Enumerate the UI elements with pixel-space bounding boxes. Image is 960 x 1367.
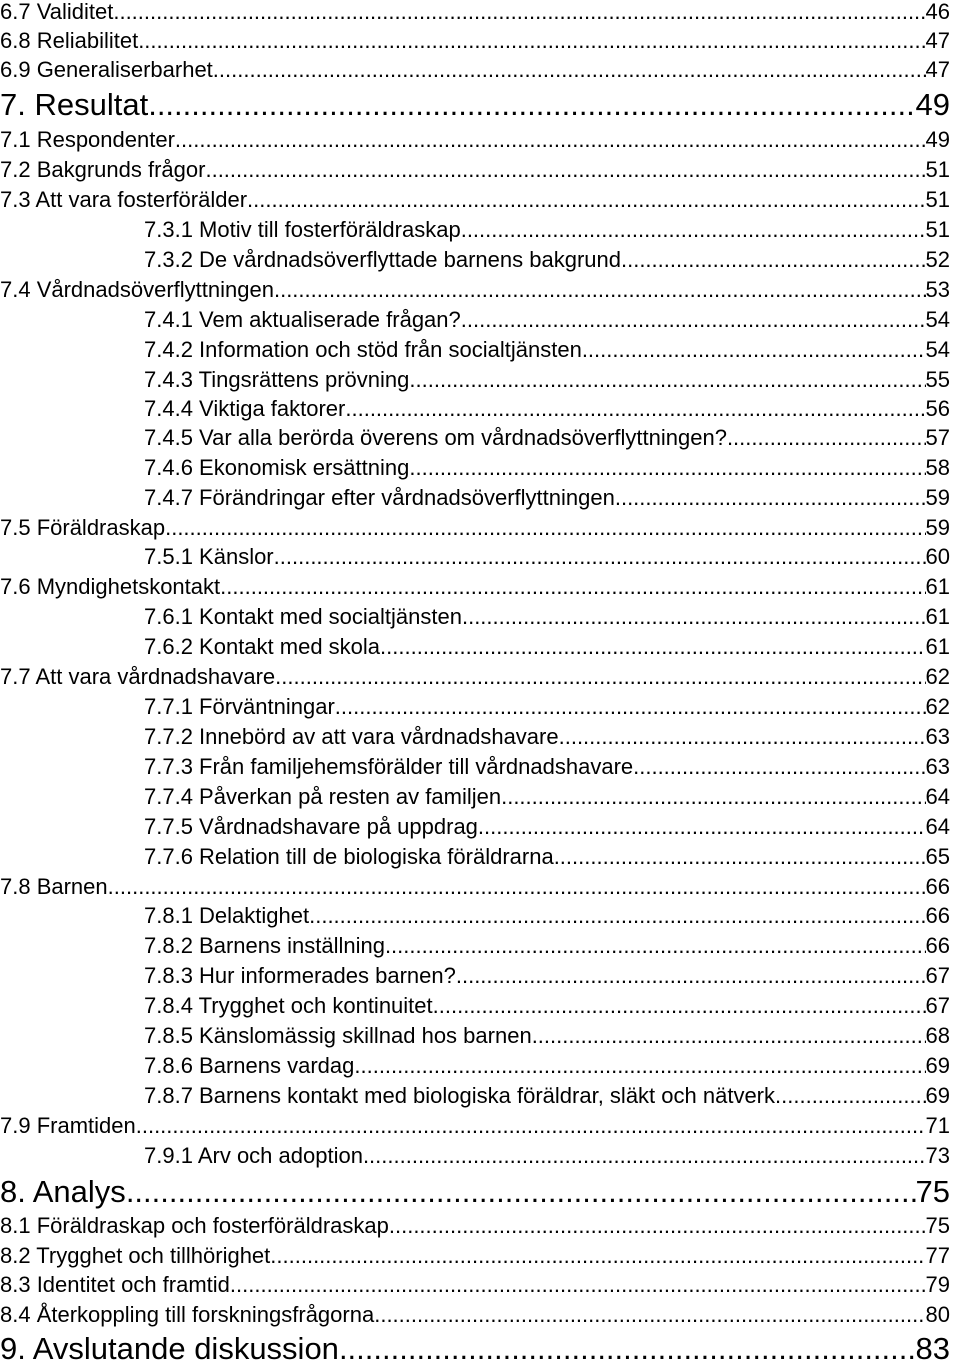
toc-page-number: 61 (925, 634, 950, 659)
toc-dot-leader (389, 1212, 926, 1240)
toc-dot-leader (409, 454, 925, 482)
toc-page-number: 73 (925, 1143, 950, 1168)
toc-dot-leader (633, 753, 925, 781)
toc-entry-title: 7.8.5 Känslomässig skillnad hos barnen (144, 1023, 532, 1048)
toc-entry-title: 7.5 Föräldraskap (0, 515, 166, 540)
toc-entry[interactable] (0, 1271, 950, 1299)
toc-page-number: 67 (925, 993, 950, 1018)
toc-page-number: 83 (915, 1331, 950, 1366)
toc-page-number: 75 (925, 1213, 950, 1238)
toc-entry-title: 8.3 Identitet och framtid (0, 1272, 230, 1297)
toc-entry-title: 7.7.1 Förväntningar (144, 694, 335, 719)
toc-dot-leader (621, 246, 926, 274)
toc-entry[interactable] (0, 484, 950, 512)
toc-entry-title: 7.6 Myndighetskontakt (0, 574, 221, 599)
toc-page-number: 49 (915, 87, 950, 122)
toc-entry[interactable] (0, 1142, 950, 1170)
toc-page-number: 51 (925, 157, 950, 182)
toc-page-number: 59 (925, 515, 950, 540)
toc-entry-title: 7.4.6 Ekonomisk ersättning (144, 455, 410, 480)
toc-dot-leader (582, 336, 926, 364)
toc-entry[interactable] (0, 1112, 950, 1140)
toc-page-number: 77 (925, 1243, 950, 1268)
toc-page-number: 80 (925, 1302, 950, 1327)
toc-entry-title: 7.4.1 Vem aktualiserade frågan? (144, 307, 461, 332)
toc-dot-leader (205, 156, 925, 184)
toc-page-number: 66 (925, 903, 950, 928)
toc-page-number: 64 (925, 784, 950, 809)
toc-chapter-entry[interactable] (0, 87, 950, 123)
toc-dot-leader (461, 306, 926, 334)
toc-entry[interactable] (0, 0, 950, 26)
toc-entry-title: 6.9 Generaliserbarhet (0, 57, 213, 82)
toc-page-number: 46 (925, 0, 950, 24)
toc-dot-leader (270, 1242, 925, 1270)
toc-dot-leader (175, 126, 926, 154)
toc-dot-leader (727, 424, 926, 452)
toc-dot-leader (462, 603, 926, 631)
toc-entry[interactable] (0, 395, 950, 423)
toc-page-number: 51 (925, 217, 950, 242)
toc-entry[interactable] (0, 27, 950, 55)
toc-page-number: 47 (925, 28, 950, 53)
toc-dot-leader (380, 633, 925, 661)
toc-page-number: 69 (925, 1053, 950, 1078)
toc-entry[interactable] (0, 366, 950, 394)
toc-entry-title: 7.4.5 Var alla berörda överens om vårdnadsöverflyttningen? (144, 425, 727, 450)
toc-entry-title: 7.6.2 Kontakt med skola (144, 634, 381, 659)
toc-dot-leader (478, 813, 926, 841)
toc-entry[interactable] (0, 454, 950, 482)
toc-page-number: 60 (925, 544, 950, 569)
toc-dot-leader (775, 1082, 926, 1110)
toc-entry[interactable] (0, 186, 950, 214)
toc-dot-leader (433, 992, 926, 1020)
toc-entry-title: 7.7.5 Vårdnadshavare på uppdrag (144, 814, 478, 839)
toc-dot-leader (615, 484, 926, 512)
toc-dot-leader (309, 902, 925, 930)
toc-entry[interactable] (0, 1212, 950, 1240)
toc-entry-title: 7.8.4 Trygghet och kontinuitet (144, 993, 433, 1018)
toc-entry[interactable] (0, 246, 950, 274)
toc-entry[interactable] (0, 753, 950, 781)
toc-entry-title: 7.4 Vårdnadsöverflyttningen (0, 277, 274, 302)
toc-dot-leader (363, 1142, 926, 1170)
toc-dot-leader (554, 843, 926, 871)
toc-entry[interactable] (0, 693, 950, 721)
toc-entry[interactable] (0, 843, 950, 871)
toc-page-number: 49 (925, 127, 950, 152)
toc-dot-leader (456, 962, 926, 990)
toc-page-number: 69 (925, 1083, 950, 1108)
toc-entry-title: 7.1 Respondenter (0, 127, 175, 152)
toc-entry[interactable] (0, 633, 950, 661)
toc-dot-leader (275, 663, 925, 691)
toc-entry[interactable] (0, 216, 950, 244)
toc-entry-title: 7.2 Bakgrunds frågor (0, 157, 206, 182)
toc-entry[interactable] (0, 156, 950, 184)
toc-entry-title: 7. Resultat (0, 87, 149, 122)
toc-entry-title: 7.8.7 Barnens kontakt med biologiska föräldrar, släkt och nätverk (144, 1083, 776, 1108)
toc-dot-leader (339, 1331, 916, 1367)
toc-dot-leader (148, 87, 915, 123)
toc-entry[interactable] (0, 962, 950, 990)
toc-dot-leader (335, 693, 926, 721)
toc-entry-title: 7.7.6 Relation till de biologiska föräldrarna (144, 844, 554, 869)
toc-dot-leader (165, 514, 925, 542)
toc-page-number: 63 (925, 754, 950, 779)
toc-entry-title: 8. Analys (0, 1174, 126, 1209)
toc-page-number: 59 (925, 485, 950, 510)
toc-chapter-entry[interactable] (0, 1174, 950, 1210)
toc-page-number: 68 (925, 1023, 950, 1048)
toc-page-number: 79 (925, 1272, 950, 1297)
toc-entry-title: 7.3.2 De vårdnadsöverflyttade barnens bakgrund (144, 247, 621, 272)
toc-entry[interactable] (0, 1082, 950, 1110)
toc-page-number: 54 (925, 307, 950, 332)
toc-page-number: 61 (925, 574, 950, 599)
toc-entry-title: 6.7 Validitet (0, 0, 114, 24)
toc-entry[interactable] (0, 873, 950, 901)
toc-entry[interactable] (0, 723, 950, 751)
toc-page-number: 63 (925, 724, 950, 749)
toc-dot-leader (354, 1052, 925, 1080)
toc-entry-title: 7.7.4 Påverkan på resten av familjen (144, 784, 502, 809)
toc-page-number: 55 (925, 367, 950, 392)
toc-dot-leader (213, 56, 926, 84)
toc-entry[interactable] (0, 336, 950, 364)
toc-entry[interactable] (0, 276, 950, 304)
toc-dot-leader (461, 216, 926, 244)
toc-entry[interactable] (0, 306, 950, 334)
toc-dot-leader (501, 783, 925, 811)
toc-entry[interactable] (0, 1242, 950, 1270)
toc-entry-title: 8.1 Föräldraskap och fosterföräldraskap (0, 1213, 389, 1238)
toc-entry-title: 7.5.1 Känslor (144, 544, 274, 569)
toc-page-number: 67 (925, 963, 950, 988)
toc-entry[interactable] (0, 783, 950, 811)
toc-entry-title: 7.8 Barnen (0, 874, 108, 899)
toc-page-number: 51 (925, 187, 950, 212)
toc-page-number: 53 (925, 277, 950, 302)
toc-entry-title: 7.3 Att vara fosterförälder (0, 187, 248, 212)
toc-dot-leader (532, 1022, 926, 1050)
toc-entry-title: 7.9 Framtiden (0, 1113, 136, 1138)
toc-entry-title: 7.4.7 Förändringar efter vårdnadsöverflyttningen (144, 485, 615, 510)
toc-dot-leader (113, 0, 925, 26)
toc-page-number: 47 (925, 57, 950, 82)
toc-entry-title: 7.8.6 Barnens vardag (144, 1053, 355, 1078)
toc-dot-leader (108, 873, 926, 901)
toc-entry[interactable] (0, 992, 950, 1020)
toc-page-number: 62 (925, 664, 950, 689)
toc-dot-leader (138, 27, 925, 55)
toc-page-number: 56 (925, 396, 950, 421)
toc-entry-title: 7.7.2 Innebörd av att vara vårdnadshavare (144, 724, 559, 749)
toc-entry-title: 6.8 Reliabilitet (0, 28, 139, 53)
toc-entry-title: 7.9.1 Arv och adoption (144, 1143, 363, 1168)
toc-dot-leader (274, 276, 926, 304)
toc-entry[interactable] (0, 813, 950, 841)
toc-dot-leader (220, 573, 925, 601)
toc-dot-leader (385, 932, 926, 960)
toc-entry-title: 7.8.2 Barnens inställning (144, 933, 385, 958)
toc-page-number: 65 (925, 844, 950, 869)
toc-entry-title: 7.8.1 Delaktighet (144, 903, 310, 928)
toc-entry[interactable] (0, 663, 950, 691)
toc-dot-leader (247, 186, 925, 214)
toc-entry-title: 7.4.4 Viktiga faktorer (144, 396, 346, 421)
toc-dot-leader (274, 543, 926, 571)
toc-entry-title: 8.2 Trygghet och tillhörighet (0, 1243, 271, 1268)
toc-entry-title: 7.4.3 Tingsrättens prövning (144, 367, 410, 392)
toc-page-number: 66 (925, 874, 950, 899)
toc-dot-leader (230, 1271, 926, 1299)
toc-dot-leader (345, 395, 925, 423)
toc-entry[interactable] (0, 514, 950, 542)
toc-dot-leader (409, 366, 925, 394)
toc-entry-title: 9. Avslutande diskussion (0, 1331, 339, 1366)
toc-page-number: 62 (925, 694, 950, 719)
toc-entry-title: 7.7.3 Från familjehemsförälder till vårdnadshavare (144, 754, 634, 779)
toc-page-number: 57 (925, 425, 950, 450)
toc-entry-title: 7.4.2 Information och stöd från socialtjänsten (144, 337, 582, 362)
toc-entry-title: 7.7 Att vara vårdnadshavare (0, 664, 276, 689)
toc-page-number: 54 (925, 337, 950, 362)
toc-entry[interactable] (0, 902, 950, 930)
toc-entry[interactable] (0, 126, 950, 154)
toc-dot-leader (374, 1301, 925, 1329)
toc-page-number: 61 (925, 604, 950, 629)
toc-entry[interactable] (0, 56, 950, 84)
toc-entry[interactable] (0, 1022, 950, 1050)
toc-entry-title: 7.3.1 Motiv till fosterföräldraskap (144, 217, 461, 242)
toc-entry-title: 7.6.1 Kontakt med socialtjänsten (144, 604, 462, 629)
toc-page-number: 75 (915, 1174, 950, 1209)
toc-entry[interactable] (0, 543, 950, 571)
toc-entry[interactable] (0, 932, 950, 960)
toc-dot-leader (136, 1112, 926, 1140)
toc-page-number: 52 (925, 247, 950, 272)
toc-dot-leader (559, 723, 926, 751)
toc-page-number: 66 (925, 933, 950, 958)
toc-entry-title: 8.4 Återkoppling till forskningsfrågorna (0, 1302, 375, 1327)
toc-page-number: 58 (925, 455, 950, 480)
toc-entry-title: 7.8.3 Hur informerades barnen? (144, 963, 456, 988)
toc-entry[interactable] (0, 1052, 950, 1080)
toc-page-number: 71 (925, 1113, 950, 1138)
toc-page-number: 64 (925, 814, 950, 839)
toc-dot-leader (126, 1174, 916, 1210)
toc-chapter-entry[interactable] (0, 1331, 950, 1367)
toc-entry[interactable] (0, 603, 950, 631)
toc-entry[interactable] (0, 573, 950, 601)
toc-entry[interactable] (0, 1301, 950, 1329)
toc-entry[interactable] (0, 424, 950, 452)
